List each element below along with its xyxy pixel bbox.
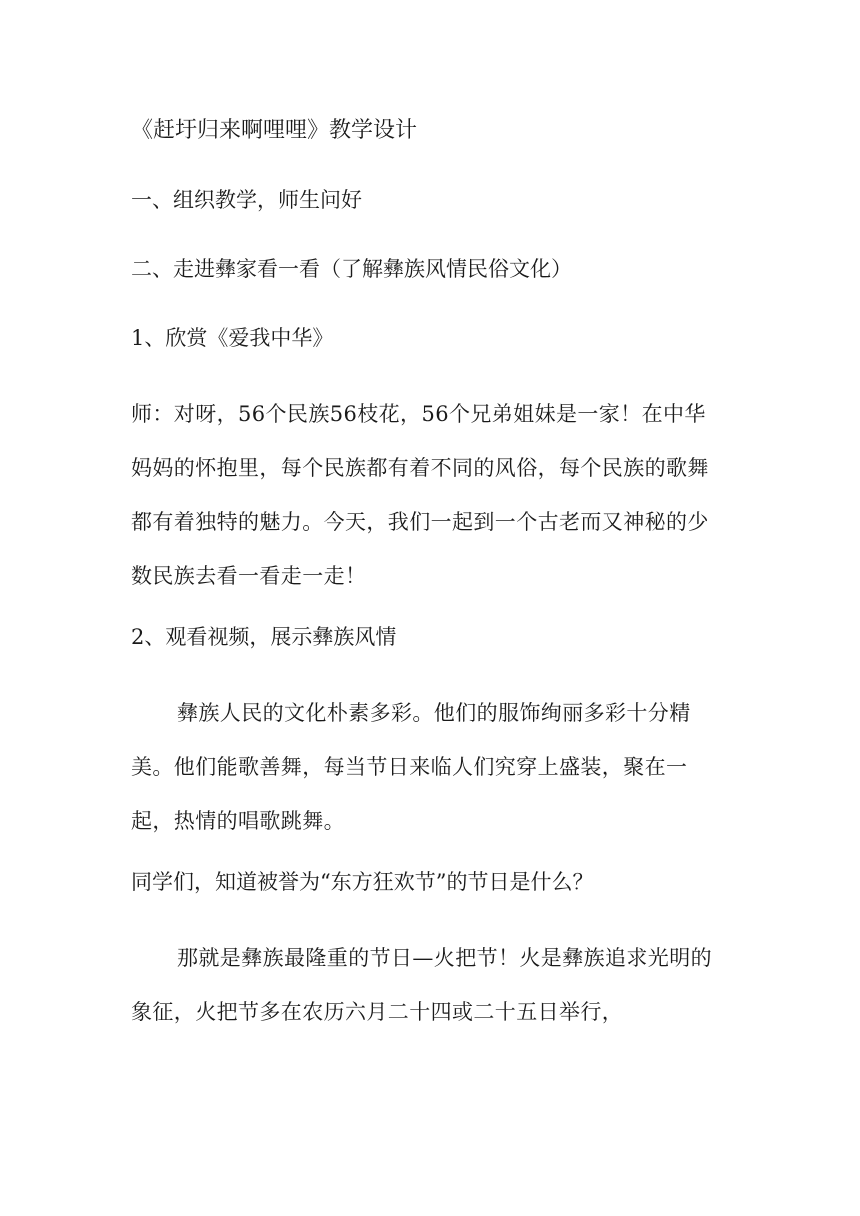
document-title: 《赶圩归来啊哩哩》教学设计: [131, 118, 418, 143]
section-heading-appreciate-song: 1、欣赏《爱我中华》: [131, 326, 334, 350]
section-heading-watch-video: 2、观看视频，展示彝族风情: [131, 625, 397, 649]
question-festival: 同学们，知道被誉为“东方狂欢节”的节日是什么？: [131, 870, 594, 894]
paragraph-teacher-intro: 师：对呀，56个民族56枝花，56个兄弟姐妹是一家！在中华妈妈的怀抱里，每个民族都有着不同的风俗，每个民族的歌舞都有着独特的魅力。今天，我们一起到一个古老而又神秘的少数民族去看一看走一走！: [131, 402, 709, 588]
paragraph-torch-festival: 那就是彝族最隆重的节日—火把节！火是彝族追求光明的象征，火把节多在农历六月二十四或二十五日举行，: [131, 946, 712, 1024]
paragraph-yi-culture: 彝族人民的文化朴素多彩。他们的服饰绚丽多彩十分精美。他们能歌善舞，每当节日来临人们究穿上盛装，聚在一起，热情的唱歌跳舞。: [131, 701, 691, 833]
section-heading-yi-culture: 二、走进彝家看一看（了解彝族风情民俗文化）: [131, 257, 572, 281]
document-body: [131, 110, 721, 1053]
section-heading-greeting: 一、组织教学，师生问好: [131, 188, 362, 212]
